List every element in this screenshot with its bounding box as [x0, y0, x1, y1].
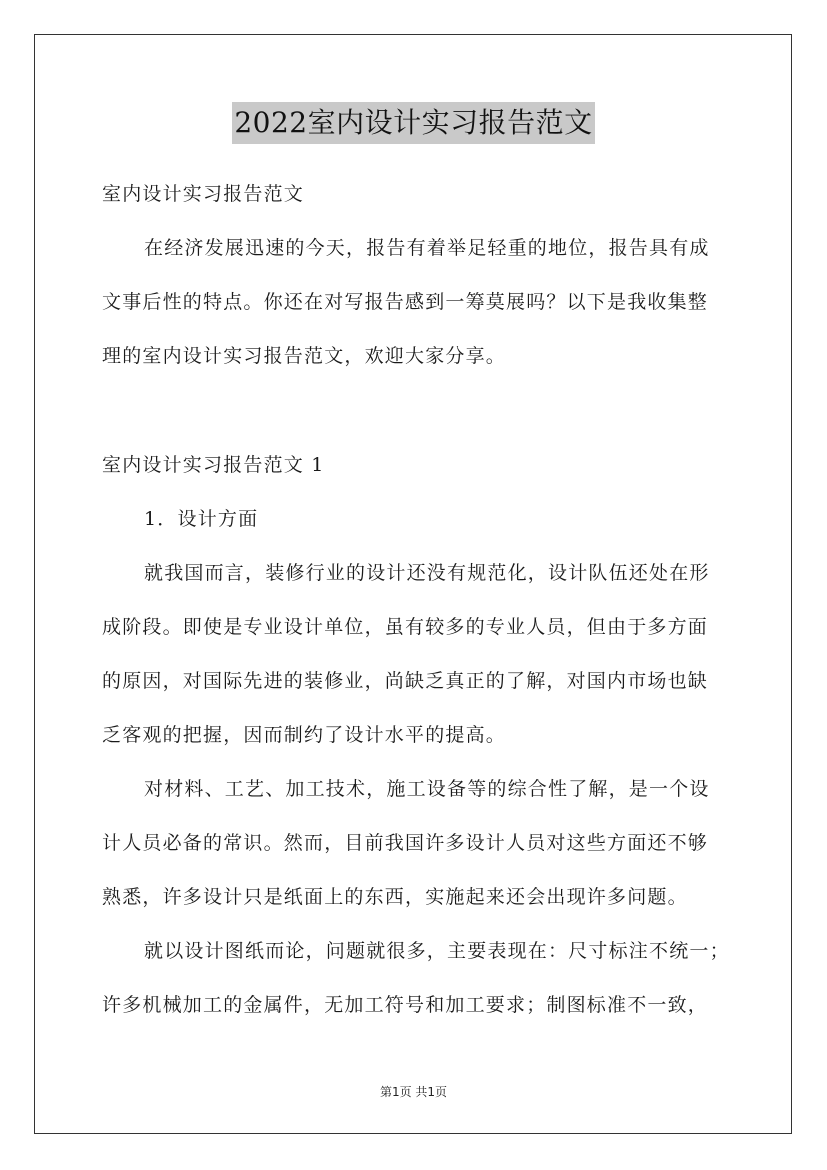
page-number: 第1页 共1页 [379, 1085, 448, 1099]
document-title: 2022室内设计实习报告范文 [232, 102, 594, 144]
text-line: 乏客观的把握，因而制约了设计水平的提高。 [102, 724, 507, 746]
text-line: 许多机械加工的金属件，无加工符号和加工要求；制图标准不一致， [102, 994, 709, 1016]
title-container [0, 102, 827, 144]
text-line: 就以设计图纸而论，问题就很多，主要表现在：尺寸标注不统一； [144, 940, 730, 962]
text-line: 对材料、工艺、加工技术，施工设备等的综合性了解，是一个设 [144, 778, 710, 800]
text-line: 在经济发展迅速的今天，报告有着举足轻重的地位，报告具有成 [144, 237, 710, 259]
text-line: 计人员必备的常识。然而，目前我国许多设计人员对这些方面还不够 [102, 832, 709, 854]
text-line: 室内设计实习报告范文 [102, 183, 305, 205]
text-line: 熟悉，许多设计只是纸面上的东西，实施起来还会出现许多问题。 [102, 886, 688, 908]
text-line: 的原因，对国际先进的装修业，尚缺乏真正的了解，对国内市场也缺 [102, 670, 709, 692]
section-heading: 室内设计实习报告范文 1 [102, 454, 325, 476]
text-line: 理的室内设计实习报告范文，欢迎大家分享。 [102, 345, 507, 367]
text-line: 成阶段。即使是专业设计单位，虽有较多的专业人员，但由于多方面 [102, 616, 709, 638]
text-line: 就我国而言，装修行业的设计还没有规范化，设计队伍还处在形 [144, 562, 710, 584]
subsection-heading: 1．设计方面 [144, 508, 259, 530]
text-line: 文事后性的特点。你还在对写报告感到一筹莫展吗？以下是我收集整 [102, 291, 709, 313]
